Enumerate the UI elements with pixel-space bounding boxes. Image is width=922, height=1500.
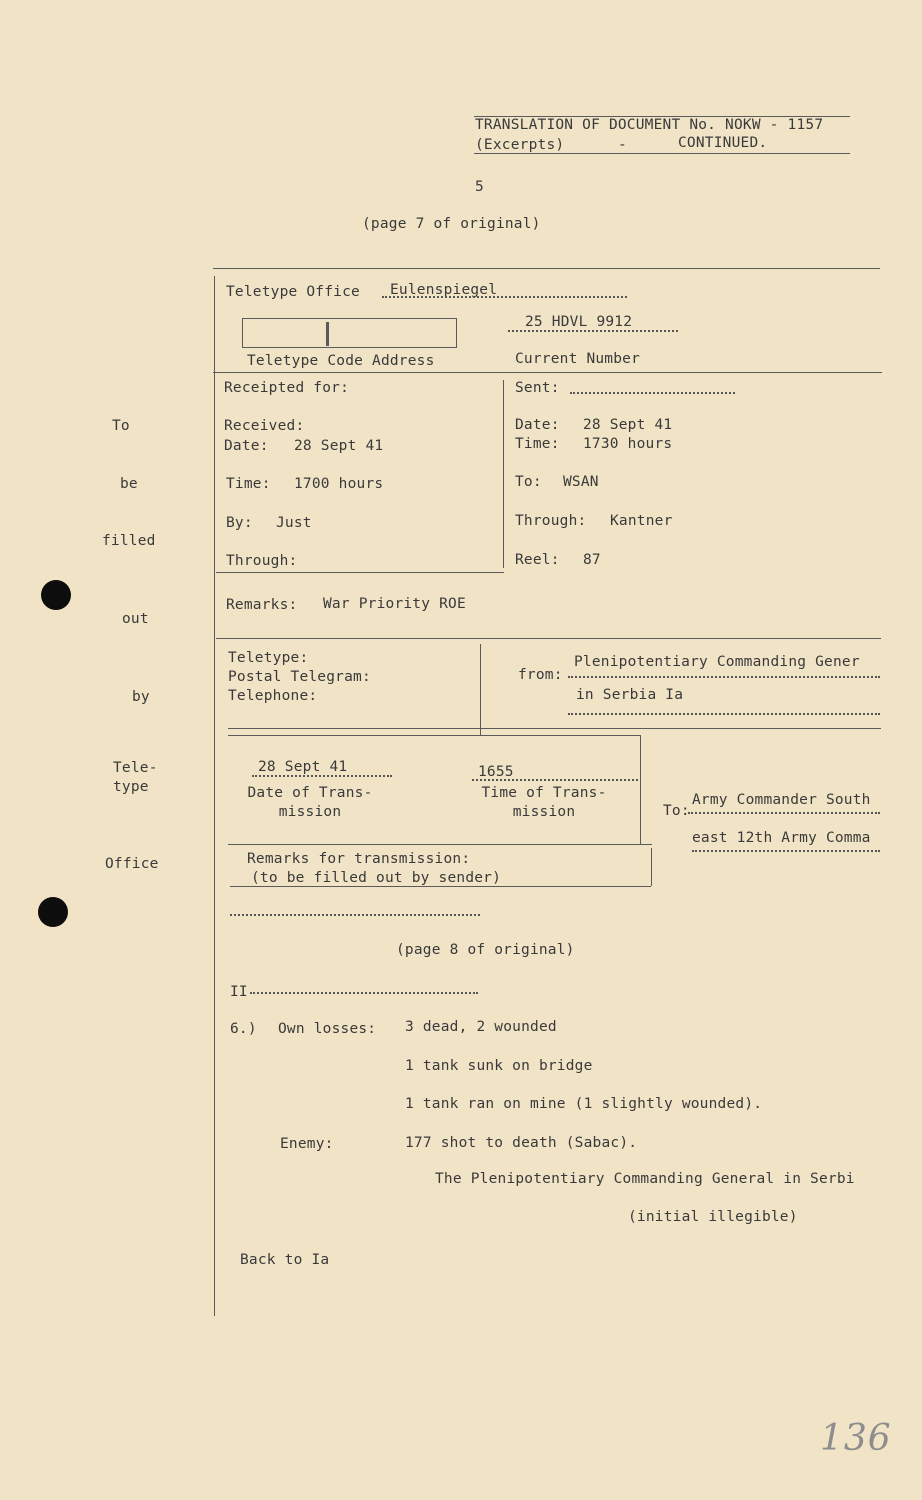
teletype-office-value: Eulenspiegel xyxy=(390,282,498,298)
losses-line-3: 1 tank ran on mine (1 slightly wounded). xyxy=(405,1096,763,1112)
own-losses-label: Own losses: xyxy=(278,1021,377,1037)
side-label-type: type xyxy=(113,779,149,795)
side-label-tele: Tele- xyxy=(113,760,158,776)
remarks-box-bottom xyxy=(230,886,651,887)
form-top-rule xyxy=(213,268,880,269)
section-rule-1 xyxy=(213,372,882,373)
by-value: Just xyxy=(276,515,312,531)
to2-dotted-line-2 xyxy=(692,850,880,852)
sent-label: Sent: xyxy=(515,380,560,396)
document-title: TRANSLATION OF DOCUMENT No. NOKW - 1157 xyxy=(475,117,824,133)
office-dotted-line xyxy=(382,296,627,298)
message-dotted-line xyxy=(230,914,480,916)
sent-time-label: Time: xyxy=(515,436,560,452)
to2-label: To: xyxy=(663,803,690,819)
form-left-border xyxy=(214,276,215,1316)
item-number: 6.) xyxy=(230,1021,257,1037)
side-label-be: be xyxy=(120,476,138,492)
teletype-label: Teletype: xyxy=(228,650,309,666)
transmission-box-bottom xyxy=(228,844,652,845)
transmission-date-dotted-line xyxy=(252,775,392,777)
transmission-date-label-1: Date of Trans- xyxy=(247,785,373,801)
receive-sent-divider xyxy=(503,380,504,568)
teletype-from-divider xyxy=(480,644,481,736)
transmission-box-right xyxy=(640,735,641,845)
reel-value: 87 xyxy=(583,552,601,568)
sent-dotted-line xyxy=(570,392,735,394)
sent-time-value: 1730 hours xyxy=(583,436,673,452)
from-label: from: xyxy=(518,667,563,683)
by-label: By: xyxy=(226,515,253,531)
sent-to-value: WSAN xyxy=(563,474,599,490)
sent-to-label: To: xyxy=(515,474,542,490)
remarks-value: War Priority ROE xyxy=(323,596,466,612)
to2-value-line-1: Army Commander South xyxy=(692,792,871,808)
transmission-date-label-2: mission xyxy=(278,804,342,820)
code-box-left xyxy=(242,318,243,348)
remarks-label: Remarks: xyxy=(226,597,298,613)
telephone-label: Telephone: xyxy=(228,688,318,704)
from-value-line-2: in Serbia Ia xyxy=(576,687,684,703)
received-label: Received: xyxy=(224,418,305,434)
code-box-right xyxy=(456,318,457,348)
page-number: 5 xyxy=(475,179,484,195)
losses-line-2: 1 tank sunk on bridge xyxy=(405,1058,593,1074)
transmission-time-dotted-line xyxy=(472,779,638,781)
losses-line-1: 3 dead, 2 wounded xyxy=(405,1019,557,1035)
side-label-out: out xyxy=(122,611,149,627)
back-to-ia: Back to Ia xyxy=(240,1252,330,1268)
received-through-label: Through: xyxy=(226,553,298,569)
current-number-value: 25 HDVL 9912 xyxy=(525,314,633,330)
transmission-date-value: 28 Sept 41 xyxy=(258,759,348,775)
section-rule-2 xyxy=(216,638,881,639)
received-date-label: Date: xyxy=(224,438,269,454)
transmission-remarks-label: Remarks for transmission: xyxy=(247,851,471,867)
reel-label: Reel: xyxy=(515,552,560,568)
side-label-to: To xyxy=(112,418,130,434)
current-number-label: Current Number xyxy=(515,351,641,367)
received-date-value: 28 Sept 41 xyxy=(294,438,384,454)
side-label-filled: filled xyxy=(102,533,156,549)
received-box-bottom xyxy=(216,572,504,573)
code-box-mark xyxy=(326,322,329,346)
initial-illegible: (initial illegible) xyxy=(628,1209,798,1225)
punch-hole-bottom xyxy=(38,897,68,927)
to2-value-line-2: east 12th Army Comma xyxy=(692,830,871,846)
sent-date-label: Date: xyxy=(515,417,560,433)
side-label-by: by xyxy=(132,689,150,705)
sent-through-value: Kantner xyxy=(610,513,673,529)
sent-date-value: 28 Sept 41 xyxy=(583,417,673,433)
current-number-dotted-line xyxy=(508,330,678,332)
sent-through-label: Through: xyxy=(515,513,587,529)
from-value-line-1: Plenipotentiary Commanding Gener xyxy=(574,654,860,670)
side-label-office: Office xyxy=(105,856,159,872)
postal-telegram-label: Postal Telegram: xyxy=(228,669,371,685)
code-box-top xyxy=(242,318,457,319)
punch-hole-top xyxy=(41,580,71,610)
to2-dotted-line-1 xyxy=(688,812,880,814)
subtitle-dash: - xyxy=(618,137,627,153)
transmission-time-value: 1655 xyxy=(478,764,514,780)
remarks-box-right xyxy=(651,848,652,886)
handwritten-page-number: 136 xyxy=(820,1418,892,1459)
section-dotted-line xyxy=(250,992,478,994)
transmission-remarks-hint: (to be filled out by sender) xyxy=(251,870,502,886)
page-ref-body: (page 8 of original) xyxy=(396,942,575,958)
code-box-bottom xyxy=(242,347,457,348)
header-bottom-rule xyxy=(474,153,850,154)
teletype-office-label: Teletype Office xyxy=(226,284,360,300)
transmission-time-label-1: Time of Trans- xyxy=(481,785,607,801)
receipted-for-label: Receipted for: xyxy=(224,380,350,396)
section-rule-4 xyxy=(228,735,641,736)
signature-line: The Plenipotentiary Commanding General in Serbi xyxy=(435,1171,855,1187)
continued-label: CONTINUED. xyxy=(678,135,768,151)
transmission-time-label-2: mission xyxy=(512,804,576,820)
from-dotted-line-1 xyxy=(568,676,880,678)
section-number: II xyxy=(230,984,248,1000)
enemy-value: 177 shot to death (Sabac). xyxy=(405,1135,638,1151)
enemy-label: Enemy: xyxy=(280,1136,334,1152)
received-time-value: 1700 hours xyxy=(294,476,384,492)
from-dotted-line-2 xyxy=(568,713,880,715)
section-rule-3 xyxy=(228,728,881,729)
page-ref-top: (page 7 of original) xyxy=(362,216,541,232)
code-address-label: Teletype Code Address xyxy=(247,353,435,369)
received-time-label: Time: xyxy=(226,476,271,492)
excerpts-label: (Excerpts) xyxy=(475,137,565,153)
